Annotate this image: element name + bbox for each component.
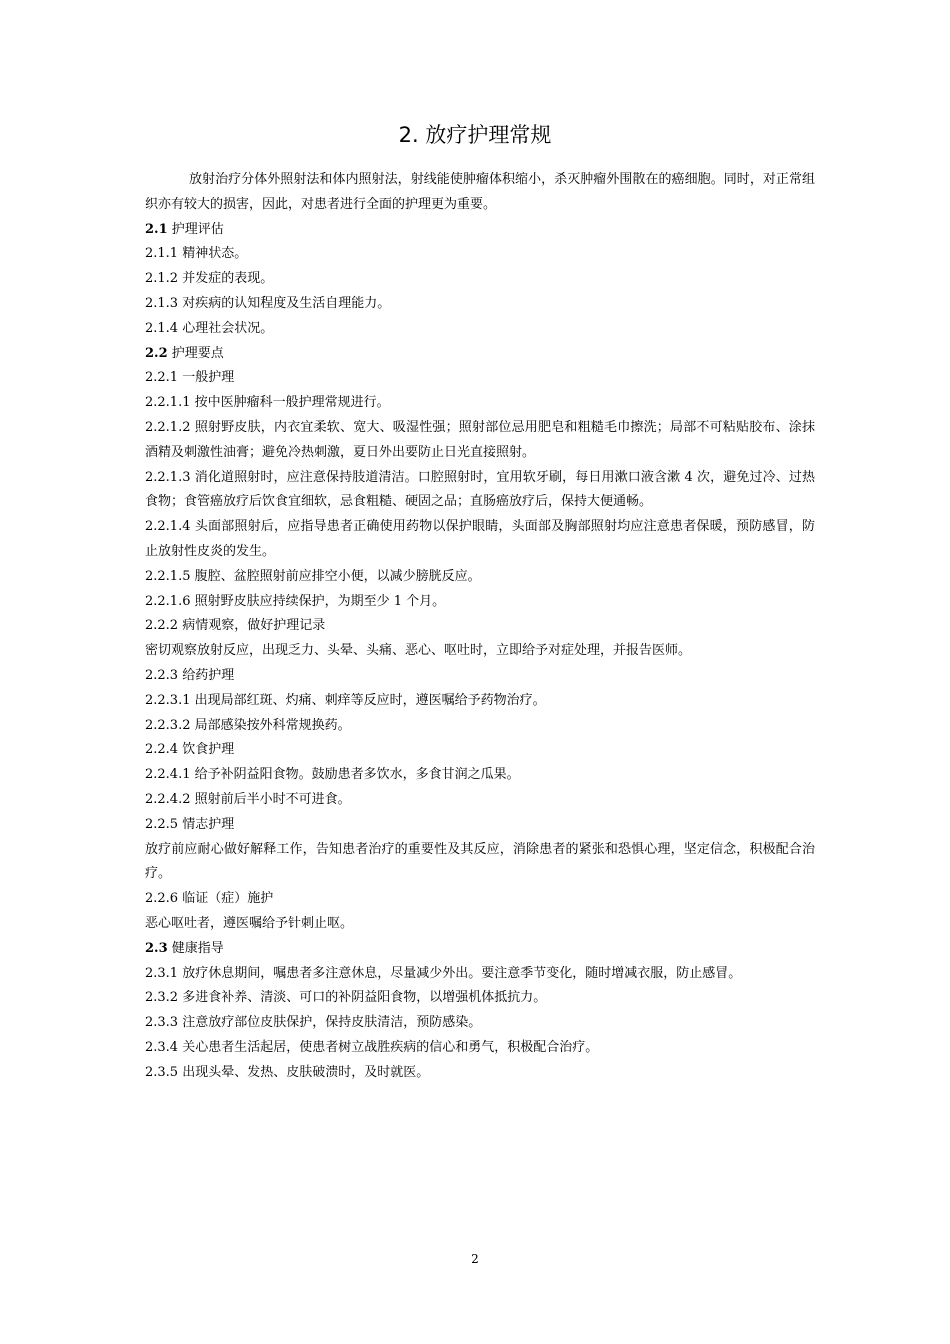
item-2-2-4-1: 2.2.4.1 给予补阴益阳食物。鼓励患者多饮水，多食甘润之瓜果。 xyxy=(145,767,520,783)
paragraph-2-2-5: 放疗前应耐心做好解释工作，告知患者治疗的重要性及其反应，消除患者的紧张和恐惧心理，坚定信念，积极配合治疗。 xyxy=(145,841,815,882)
item-2-1-2: 2.1.2 并发症的表现。 xyxy=(145,271,274,287)
item-2-1-3: 2.1.3 对疾病的认知程度及生活自理能力。 xyxy=(145,295,391,311)
page-title: 2. 放疗护理常规 xyxy=(398,123,552,147)
section-number: 2.1 xyxy=(145,221,168,237)
subsection-2-2-2: 2.2.2 病情观察，做好护理记录 xyxy=(145,618,326,634)
item-2-3-4: 2.3.4 关心患者生活起居，使患者树立战胜疾病的信心和勇气，积极配合治疗。 xyxy=(145,1039,599,1055)
item-2-3-3: 2.3.3 注意放疗部位皮肤保护，保持皮肤清洁，预防感染。 xyxy=(145,1015,482,1031)
paragraph-2-2-6: 恶心呕吐者，遵医嘱给予针刺止呕。 xyxy=(145,915,354,931)
item-2-3-2: 2.3.2 多进食补养、清淡、可口的补阴益阳食物，以增强机体抵抗力。 xyxy=(145,990,547,1006)
page-number: 2 xyxy=(471,1252,479,1266)
item-2-2-1-1: 2.2.1.1 按中医肿瘤科一般护理常规进行。 xyxy=(145,395,390,411)
subsection-2-2-1: 2.2.1 一般护理 xyxy=(145,370,235,386)
item-2-2-1-5: 2.2.1.5 腹腔、盆腔照射前应排空小便，以减少膀胱反应。 xyxy=(145,568,481,584)
subsection-2-2-3: 2.2.3 给药护理 xyxy=(145,667,235,683)
section-number: 2.2 xyxy=(145,345,168,361)
paragraph-2-2-2: 密切观察放射反应，出现乏力、头晕、头痛、恶心、呕吐时，立即给予对症处理，并报告医师。 xyxy=(145,643,692,659)
item-2-2-4-2: 2.2.4.2 照射前后半小时不可进食。 xyxy=(145,791,351,807)
section-title: 健康指导 xyxy=(171,940,224,956)
intro-paragraph: 放射治疗分体外照射法和体内照射法，射线能使肿瘤体积缩小，杀灭肿瘤外围散在的癌细胞。同时，对正常组织亦有较大的损害，因此，对患者进行全面的护理更为重要。 xyxy=(145,172,815,212)
item-2-2-1-2: 2.2.1.2 照射野皮肤，内衣宜柔软、宽大、吸湿性强；照射部位忌用肥皂和粗糙毛巾擦洗；局部不可粘贴胶布、涂抹酒精及刺激性油膏；避免冷热刺激，夏日外出要防止日光直接照射。 xyxy=(145,419,815,460)
subsection-2-2-4: 2.2.4 饮食护理 xyxy=(145,742,235,758)
section-heading-2-1 xyxy=(145,218,815,243)
item-2-2-1-4: 2.2.1.4 头面部照射后，应指导患者正确使用药物以保护眼睛，头面部及胸部照射均应注意患者保暖，预防感冒，防止放射性皮炎的发生。 xyxy=(145,519,815,559)
subsection-2-2-6: 2.2.6 临证（症）施护 xyxy=(145,891,274,907)
section-number: 2.3 xyxy=(145,940,168,956)
item-2-1-4: 2.1.4 心理社会状况。 xyxy=(145,320,274,336)
subsection-2-2-5: 2.2.5 情志护理 xyxy=(145,816,235,832)
item-2-2-1-6: 2.2.1.6 照射野皮肤应持续保护，为期至少 1 个月。 xyxy=(145,593,446,609)
item-2-3-5: 2.3.5 出现头晕、发热、皮肤破溃时，及时就医。 xyxy=(145,1064,430,1080)
item-2-1-1: 2.1.1 精神状态。 xyxy=(145,246,248,262)
document-body xyxy=(145,168,815,1085)
item-2-2-3-1: 2.2.3.1 出现局部红斑、灼痛、刺痒等反应时，遵医嘱给予药物治疗。 xyxy=(145,692,546,708)
section-heading-2-3 xyxy=(145,937,815,962)
section-title: 护理要点 xyxy=(171,345,224,361)
item-2-2-3-2: 2.2.3.2 局部感染按外科常规换药。 xyxy=(145,717,351,733)
item-2-3-1: 2.3.1 放疗休息期间，嘱患者多注意休息，尽量减少外出。要注意季节变化，随时增减衣服，防止感冒。 xyxy=(145,965,742,981)
section-heading-2-2 xyxy=(145,342,815,367)
section-title: 护理评估 xyxy=(171,221,224,237)
item-2-2-1-3: 2.2.1.3 消化道照射时，应注意保持肢道清洁。口腔照射时，宜用软牙刷，每日用漱口液含漱 4 次，避免过冷、过热食物；食管癌放疗后饮食宜细软，忌食粗糙、硬固之品；直肠癌放疗后，保持大便通畅。 xyxy=(145,469,815,510)
